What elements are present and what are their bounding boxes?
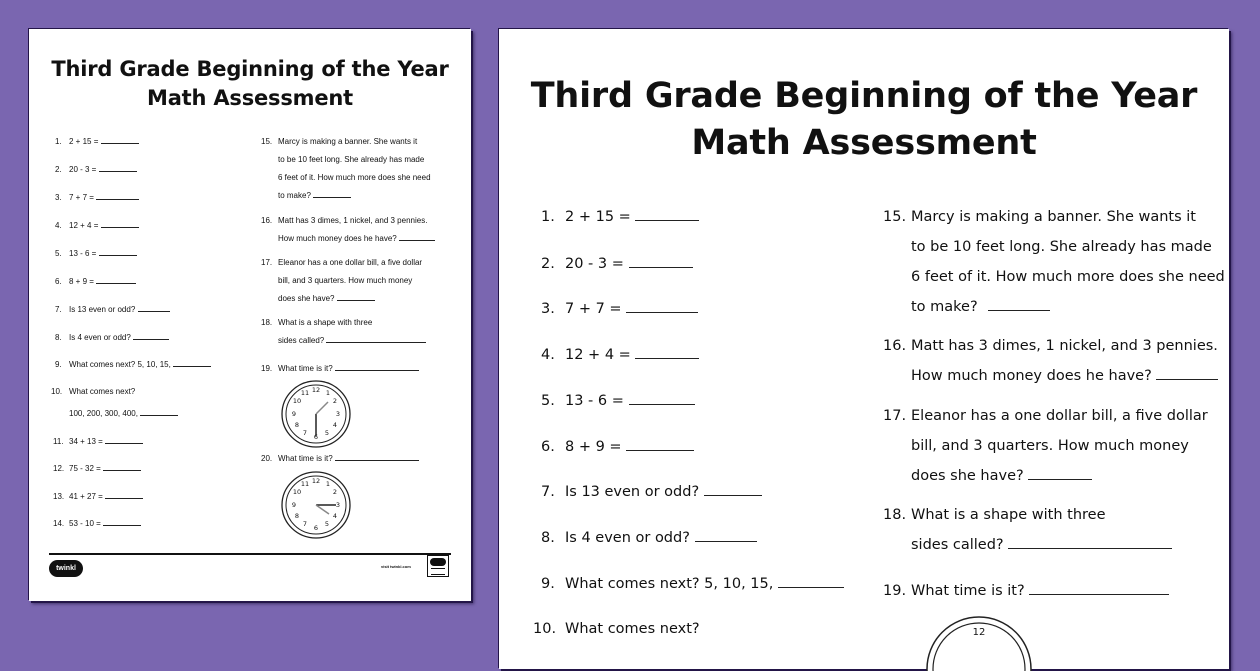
question-16-large: 16. Matt has 3 dimes, 1 nickel, and 3 pennies. <box>883 338 1218 354</box>
question-18-large: 18. What is a shape with three <box>883 507 1106 523</box>
question-1: 1. 2 + 15 = <box>55 137 139 147</box>
question-15: 15. Marcy is making a banner. She wants it <box>261 137 418 146</box>
svg-text:11: 11 <box>300 480 310 488</box>
svg-text:12: 12 <box>311 386 321 394</box>
title-line-2-large: Math Assessment <box>691 123 1037 163</box>
question-11: 11. 34 + 13 = <box>53 437 143 447</box>
clock-icon-question-19-large <box>924 611 1034 671</box>
question-15-large: 15. Marcy is making a banner. She wants it <box>883 209 1196 225</box>
question-16: 16. Matt has 3 dimes, 1 nickel, and 3 pennies. <box>261 216 428 225</box>
svg-text:10: 10 <box>292 488 302 496</box>
svg-text:12: 12 <box>311 477 321 485</box>
question-5: 5. 13 - 6 = <box>55 249 137 259</box>
question-9: 9. What comes next? 5, 10, 15, <box>55 360 211 370</box>
question-18: 18. What is a shape with three <box>261 318 373 327</box>
svg-text:2: 2 <box>332 488 338 496</box>
title-line-2: Math Assessment <box>147 86 353 110</box>
svg-text:7: 7 <box>302 429 308 437</box>
twinkl-badge-icon <box>427 555 449 577</box>
svg-text:1: 1 <box>325 389 331 397</box>
question-19: 19. What time is it? <box>261 364 419 374</box>
question-15-line-2: to be 10 feet long. She already has made <box>278 155 425 164</box>
svg-text:8: 8 <box>294 512 300 520</box>
question-10-sequence: 100, 200, 300, 400, <box>69 409 178 419</box>
question-15-line-3: 6 feet of it. How much more does she need <box>278 173 431 182</box>
svg-text:6: 6 <box>313 433 319 441</box>
question-3-large: 3. 7 + 7 = <box>541 300 698 318</box>
question-15-line-2-large: to be 10 feet long. She already has made <box>911 239 1212 255</box>
question-8: 8. Is 4 even or odd? <box>55 333 169 343</box>
question-10: 10. What comes next? <box>51 387 136 396</box>
question-17-line-3: does she have? <box>278 294 375 304</box>
svg-text:10: 10 <box>292 397 302 405</box>
question-19-large: 19. What time is it? <box>883 582 1169 600</box>
clock-icon-question-20 <box>279 469 353 541</box>
question-13: 13. 41 + 27 = <box>53 492 143 502</box>
question-3: 3. 7 + 7 = <box>55 193 139 203</box>
svg-text:3: 3 <box>335 410 341 418</box>
question-2: 2. 20 - 3 = <box>55 165 137 175</box>
question-5-large: 5. 13 - 6 = <box>541 392 695 410</box>
svg-text:5: 5 <box>324 520 330 528</box>
svg-text:9: 9 <box>291 501 297 509</box>
footer-url: visit twinkl.com <box>381 564 411 569</box>
svg-text:9: 9 <box>291 410 297 418</box>
question-14: 14. 53 - 10 = <box>53 519 141 529</box>
question-15-line-4-large: to make? <box>911 298 1050 316</box>
svg-text:5: 5 <box>324 429 330 437</box>
title-line-1-large: Third Grade Beginning of the Year <box>530 76 1198 116</box>
question-15-line-4: to make? <box>278 191 351 201</box>
question-16-line-2: How much money does he have? <box>278 234 435 244</box>
question-12: 12. 75 - 32 = <box>53 464 141 474</box>
svg-text:12: 12 <box>972 627 986 638</box>
question-17-line-2-large: bill, and 3 quarters. How much money <box>911 438 1189 454</box>
question-10-large: 10. What comes next? <box>533 621 700 637</box>
question-7-large: 7. Is 13 even or odd? <box>541 483 762 501</box>
question-17-large: 17. Eleanor has a one dollar bill, a five dollar <box>883 408 1208 424</box>
worksheet-preview-large <box>499 29 1229 669</box>
question-6: 6. 8 + 9 = <box>55 277 136 287</box>
question-17: 17. Eleanor has a one dollar bill, a five dollar <box>261 258 423 267</box>
question-4-large: 4. 12 + 4 = <box>541 346 699 364</box>
twinkl-logo: twinkl <box>49 560 83 577</box>
question-6-large: 6. 8 + 9 = <box>541 438 694 456</box>
svg-text:7: 7 <box>302 520 308 528</box>
svg-text:6: 6 <box>313 524 319 532</box>
worksheet-preview-small <box>29 29 471 601</box>
question-17-line-3-large: does she have? <box>911 467 1092 485</box>
svg-text:2: 2 <box>332 397 338 405</box>
svg-text:3: 3 <box>335 501 341 509</box>
worksheet-title-large <box>499 73 1229 167</box>
svg-text:8: 8 <box>294 421 300 429</box>
svg-text:1: 1 <box>325 480 331 488</box>
question-4: 4. 12 + 4 = <box>55 221 139 231</box>
svg-text:4: 4 <box>332 512 338 520</box>
question-15-line-3-large: 6 feet of it. How much more does she need <box>911 269 1225 285</box>
worksheet-title <box>29 55 471 113</box>
footer-divider <box>49 553 451 555</box>
question-9-large: 9. What comes next? 5, 10, 15, <box>541 575 844 593</box>
svg-text:11: 11 <box>300 389 310 397</box>
question-18-line-2: sides called? <box>278 336 426 346</box>
question-16-line-2-large: How much money does he have? <box>911 367 1218 385</box>
question-18-line-2-large: sides called? <box>911 536 1172 554</box>
question-7: 7. Is 13 even or odd? <box>55 305 170 315</box>
question-2-large: 2. 20 - 3 = <box>541 255 693 273</box>
question-1-large: 1. 2 + 15 = <box>541 208 699 226</box>
clock-icon-question-19 <box>279 378 353 450</box>
svg-text:4: 4 <box>332 421 338 429</box>
question-17-line-2: bill, and 3 quarters. How much money <box>278 276 413 285</box>
question-8-large: 8. Is 4 even or odd? <box>541 529 757 547</box>
title-line-1: Third Grade Beginning of the Year <box>51 57 449 81</box>
question-20: 20. What time is it? <box>261 454 419 464</box>
